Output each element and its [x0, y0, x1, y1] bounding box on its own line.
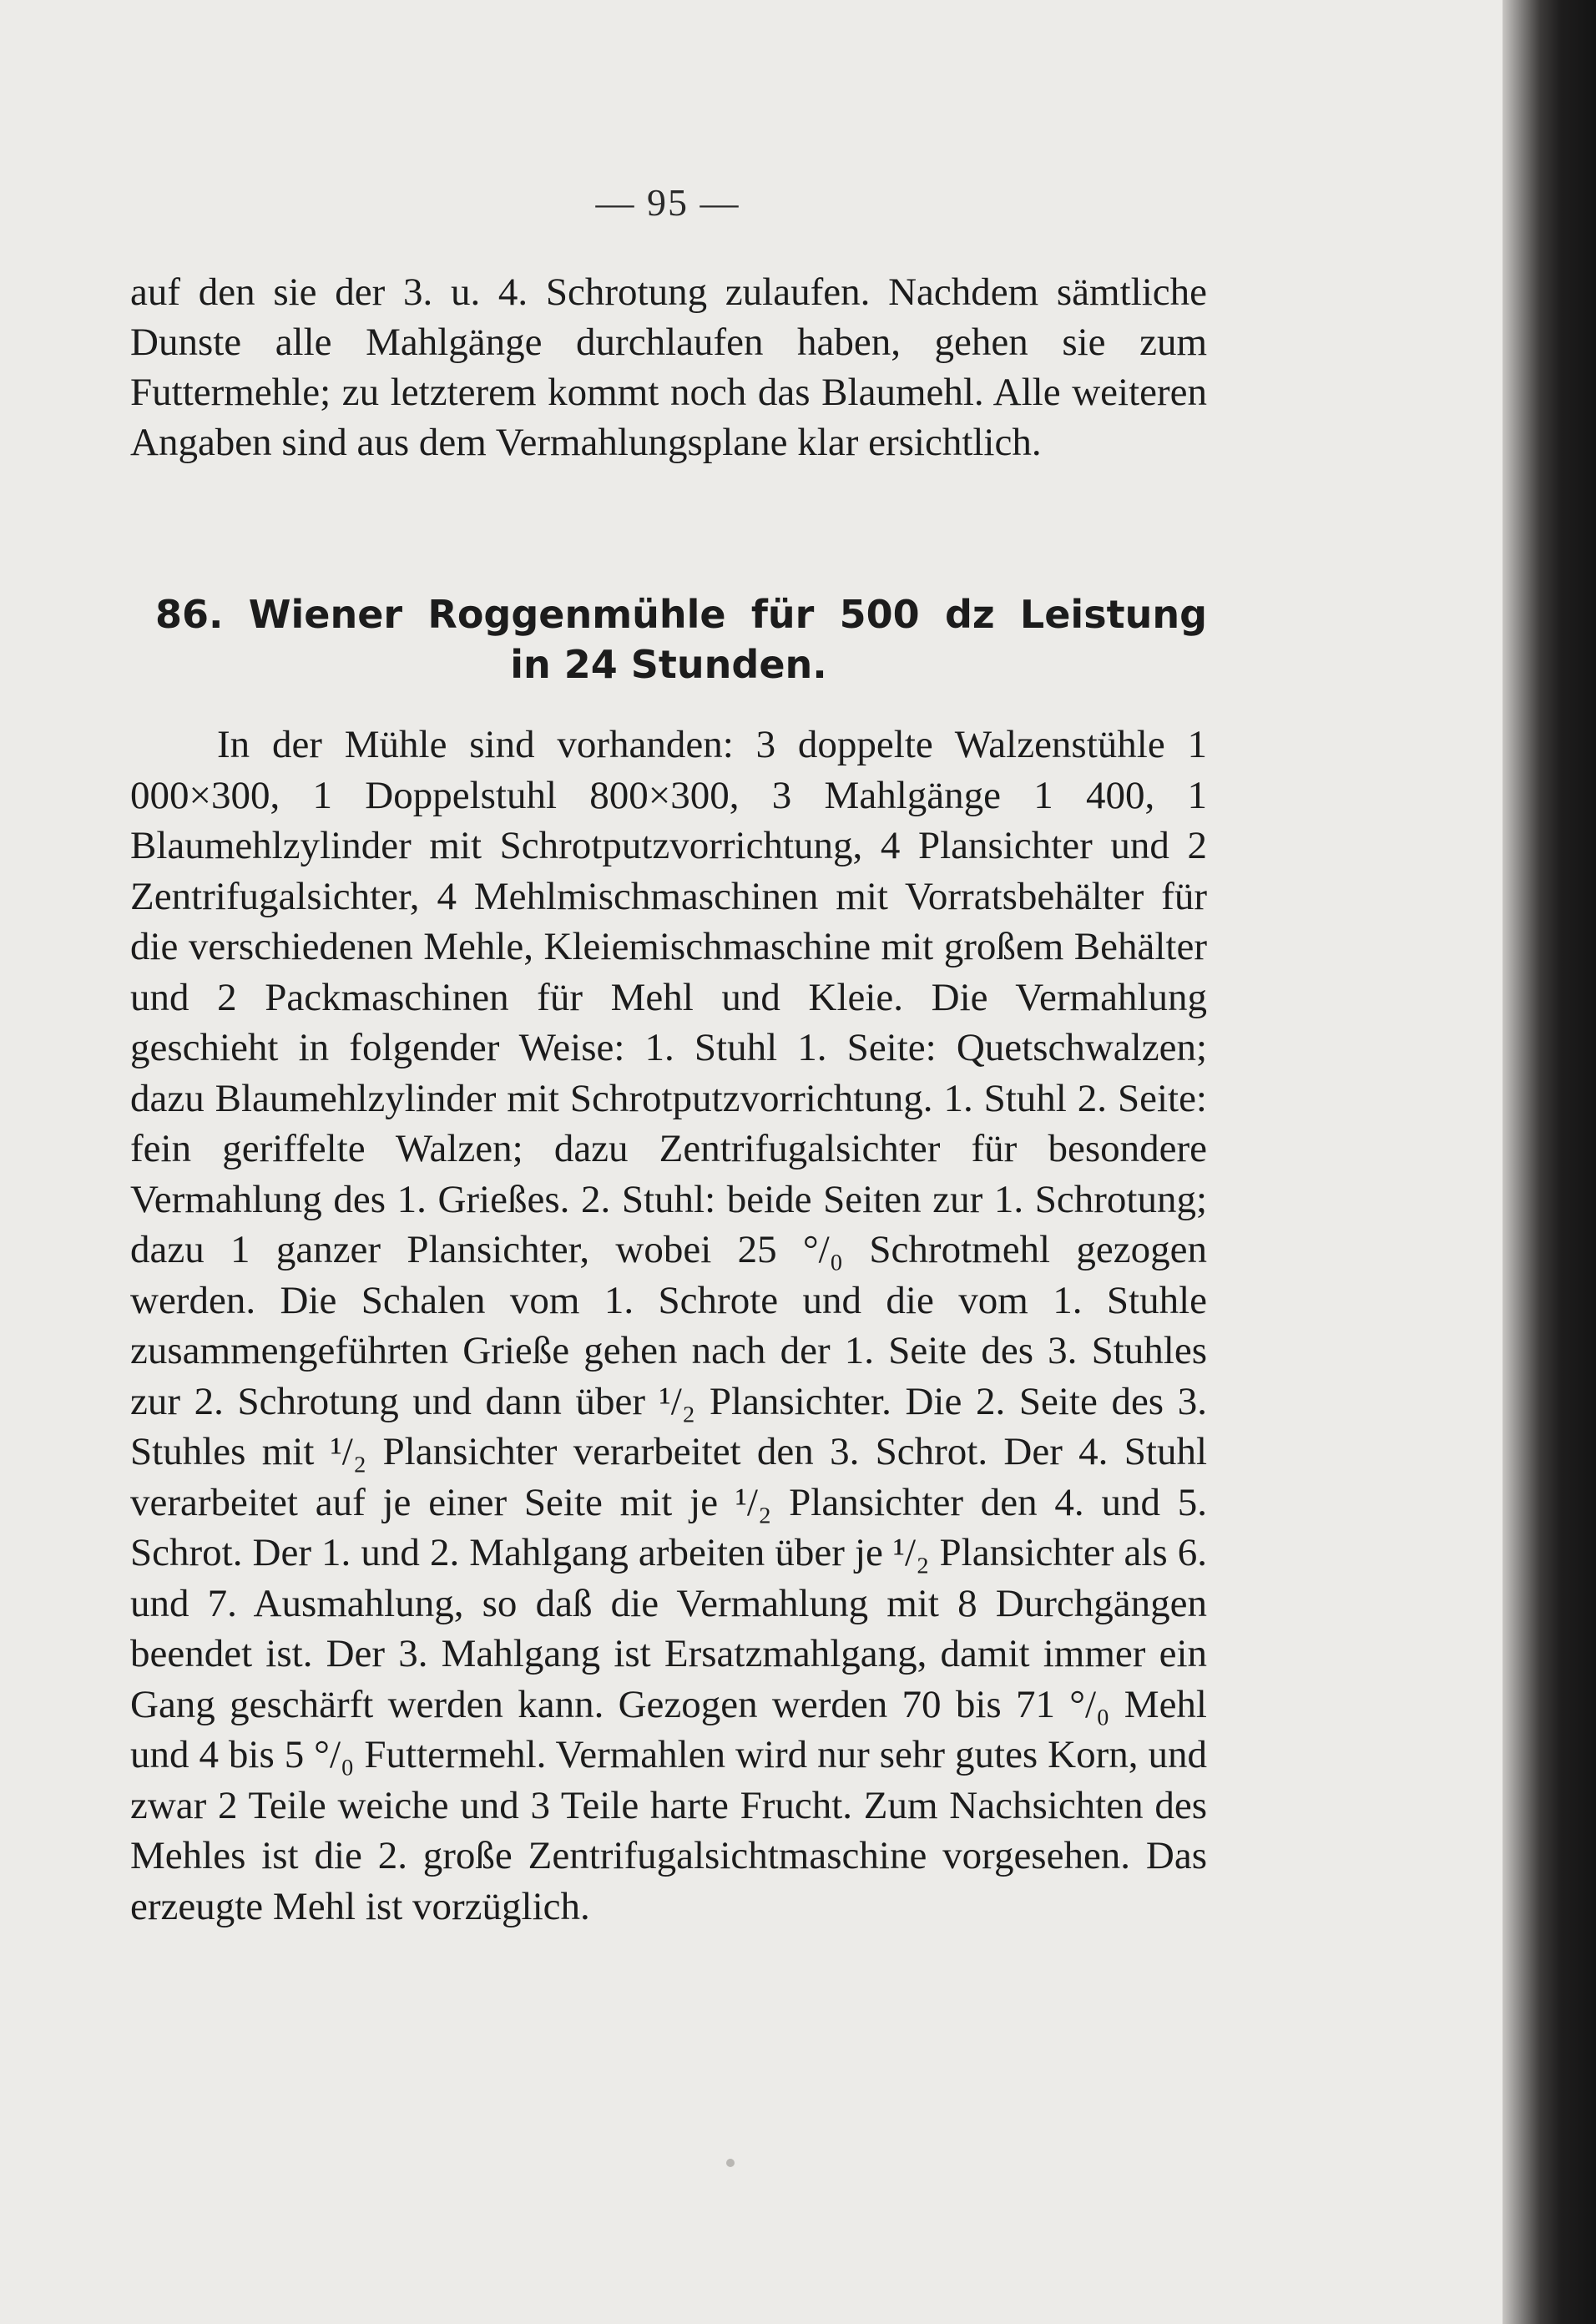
section-heading-line-1: 86. Wiener Roggenmühle für 500 dz Leistung — [155, 592, 1207, 637]
page-edge-shadow — [1503, 0, 1596, 2324]
paper-speck — [726, 2159, 735, 2167]
section-body-paragraph: In der Mühle sind vorhanden: 3 doppelte Walzenstühle 1 000×300, 1 Doppelstuhl 800×300, 3 Mahlgänge 1 400, 1 Blaumehlzylinder mit Schrotputzvorrichtung, 4 Plansichter und 2 Zentrifugalsichter, 4 Mehlmischmaschinen mit Vorratsbehälter für die verschiedenen Mehle, Kleiemischmaschine mit großem Behälter und 2 Packmaschinen für Mehl und Kleie. Die Vermahlung geschieht in folgender Weise: 1. Stuhl 1. Seite: Quetschwalzen; dazu Blaumehlzylinder mit Schrotputzvorrichtung. 1. Stuhl 2. Seite: fein geriffelte Walzen; dazu Zentrifugalsichter für besondere Vermahlung des 1. Grießes. 2. Stuhl: beide Seiten zur 1. Schrotung; dazu 1 ganzer Plansichter, wobei 25 °/₀ Schrotmehl gezogen werden. Die Schalen vom 1. Schrote und die vom 1. Stuhle zusammengeführten Grieße gehen nach der 1. Seite des 3. Stuhles zur 2. Schrotung und dann über ¹/₂ Plansichter. Die 2. Seite des 3. Stuhles mit ¹/₂ Plansichter verarbeitet den 3. Schrot. Der 4. Stuhl verarbeitet auf je einer Seite mit je ¹/₂ Plansichter den 4. und 5. Schrot. Der 1. und 2. Mahlgang arbeiten über je ¹/₂ Plansichter als 6. und 7. Ausmahlung, so daß die Vermahlung mit 8 Durchgängen beendet ist. Der 3. Mahlgang ist Ersatzmahlgang, damit immer ein Gang geschärft werden kann. Gezogen werden 70 bis 71 °/₀ Mehl und 4 bis 5 °/₀ Futtermehl. Vermahlen wird nur sehr gutes Korn, und zwar 2 Teile weiche und 3 Teile harte Frucht. Zum Nachsichten des Mehles ist die 2. große Zentrifugalsichtmaschine vorgesehen. Das erzeugte Mehl ist vorzüglich. — [130, 723, 1207, 1928]
intro-paragraph: auf den sie der 3. u. 4. Schrotung zulaufen. Nachdem sämtliche Dunste alle Mahlgänge durchlaufen haben, gehen sie zum Futtermehle; zu letzterem kommt noch das Blaumehl. Alle weiteren Angaben sind aus dem Vermahlungsplane klar ersichtlich. — [130, 270, 1207, 464]
section-heading — [130, 589, 1207, 690]
page-number: — 95 — — [595, 181, 740, 224]
section-heading-line-2: in 24 Stunden. — [510, 642, 827, 687]
